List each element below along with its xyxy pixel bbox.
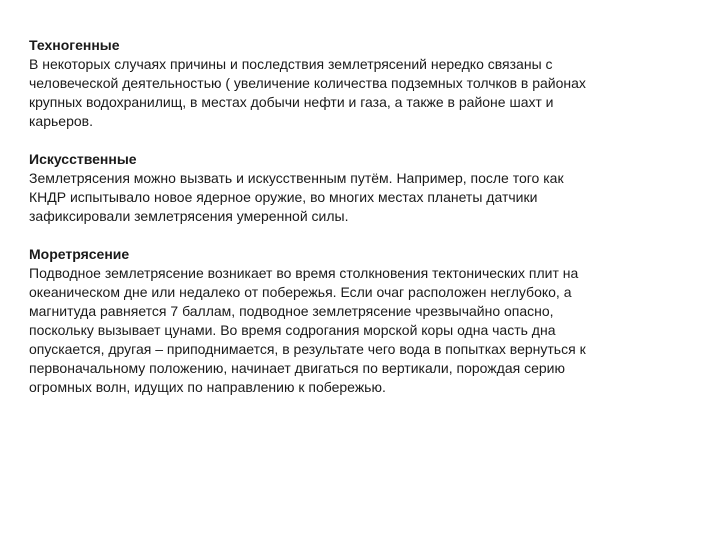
text-line: В некоторых случаях причины и последствия землетрясений нередко связаны с bbox=[29, 56, 553, 72]
text-line: магнитуда равняется 7 баллам, подводное землетрясение чрезвычайно опасно, bbox=[29, 303, 554, 319]
section-body bbox=[29, 55, 691, 131]
text-line: первоначальному положению, начинает двигаться по вертикали, порождая серию bbox=[29, 360, 565, 376]
text-line: океаническом дне или недалеко от побережья. Если очаг расположен неглубоко, а bbox=[29, 284, 572, 300]
document-page bbox=[29, 36, 691, 416]
text-line: карьеров. bbox=[29, 113, 93, 129]
section-artificial bbox=[29, 150, 691, 226]
text-line: человеческой деятельностью ( увеличение количества подземных толчков в районах bbox=[29, 75, 586, 91]
section-body bbox=[29, 264, 691, 397]
text-line: Землетрясения можно вызвать и искусственным путём. Например, после того как bbox=[29, 170, 564, 186]
section-technogenic bbox=[29, 36, 691, 131]
text-line: Подводное землетрясение возникает во время столкновения тектонических плит на bbox=[29, 265, 579, 281]
section-heading: Моретрясение bbox=[29, 246, 130, 262]
section-heading: Искусственные bbox=[29, 151, 137, 167]
section-seaquake bbox=[29, 245, 691, 397]
text-line: огромных волн, идущих по направлению к побережью. bbox=[29, 379, 386, 395]
section-heading: Техногенные bbox=[29, 37, 120, 53]
text-line: крупных водохранилищ, в местах добычи нефти и газа, а также в районе шахт и bbox=[29, 94, 554, 110]
text-line: поскольку вызывает цунами. Во время содрогания морской коры одна часть дна bbox=[29, 322, 556, 338]
section-body bbox=[29, 169, 691, 226]
text-line: зафиксировали землетрясения умеренной силы. bbox=[29, 208, 349, 224]
text-line: опускается, другая – приподнимается, в результате чего вода в попытках вернуться к bbox=[29, 341, 586, 357]
text-line: КНДР испытывало новое ядерное оружие, во многих местах планеты датчики bbox=[29, 189, 538, 205]
